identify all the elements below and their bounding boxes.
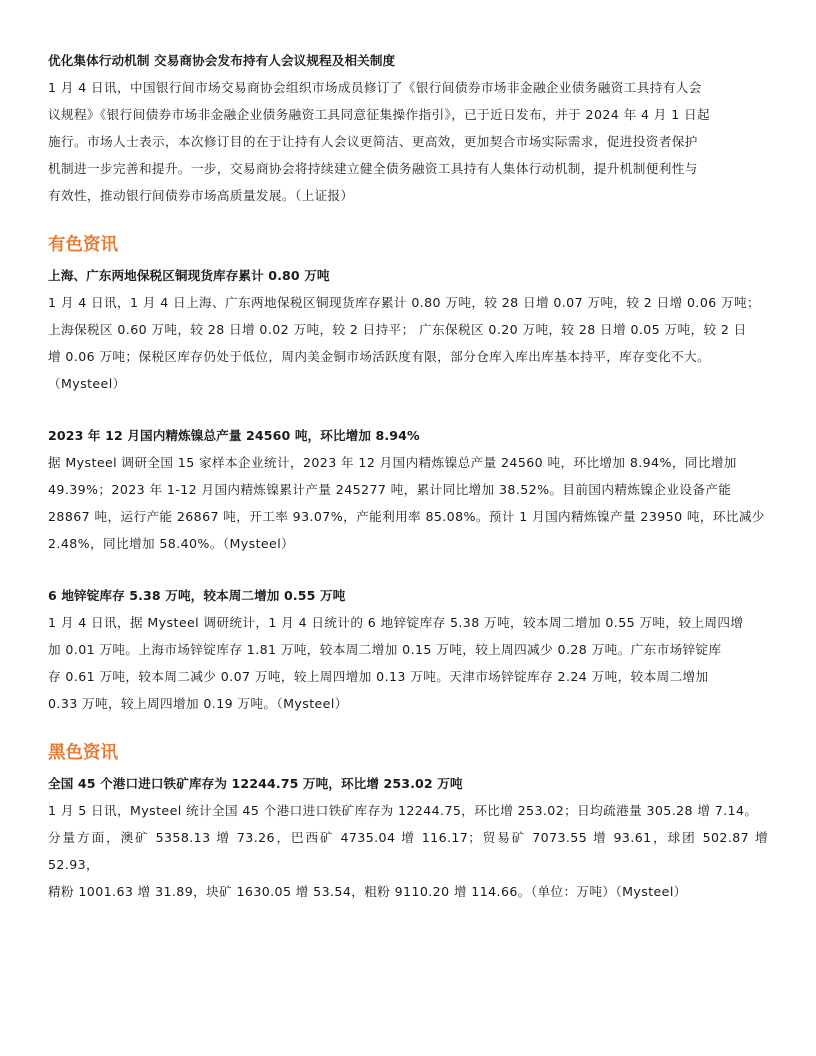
article-body-line: 议规程》《银行间债券市场非金融企业债务融资工具同意征集操作指引》，已于近日发布，并于 2024 年 4 月 1 日起 <box>48 107 711 122</box>
article-body-line: 1 月 4 日讯，1 月 4 日上海、广东两地保税区铜现货库存累计 0.80 万吨，较 28 日增 0.07 万吨，较 2 日增 0.06 万吨； <box>48 295 761 310</box>
article-body-line: 0.33 万吨，较上周四增加 0.19 万吨。（Mysteel） <box>48 696 348 711</box>
article-nickel-output <box>48 425 768 557</box>
article-headline: 2023 年 12 月国内精炼镍总产量 24560 吨，环比增加 8.94% <box>48 428 420 443</box>
article-body-line: 加 0.01 万吨。上海市场锌锭库存 1.81 万吨，较本周二增加 0.15 万吨，较上周四减少 0.28 万吨。广东市场锌锭库 <box>48 642 722 657</box>
article-body-line: 增 0.06 万吨；保税区库存仍处于低位，周内美金铜市场活跃度有限，部分仓库入库出库基本持平，库存变化不大。 <box>48 349 711 364</box>
article-body-line: 有效性，推动银行间债券市场高质量发展。（上证报） <box>48 188 354 203</box>
article-headline: 上海、广东两地保税区铜现货库存累计 0.80 万吨 <box>48 268 330 283</box>
section-nonferrous <box>48 233 768 717</box>
article-body-line: 1 月 4 日讯，中国银行间市场交易商协会组织市场成员修订了《银行间债券市场非金融企业债务融资工具持有人会 <box>48 80 702 95</box>
article-body-line: 28867 吨，运行产能 26867 吨，开工率 93.07%，产能利用率 85.08%。预计 1 月国内精炼镍产量 23950 吨，环比减少 <box>48 509 765 524</box>
article-body-line: （Mysteel） <box>48 376 126 391</box>
article-body-line: 机制进一步完善和提升。一步，交易商协会将持续建立健全债务融资工具持有人集体行动机制，提升机制便利性与 <box>48 161 698 176</box>
article-body-line: 精粉 1001.63 增 31.89，块矿 1630.05 增 53.54，粗粉 9110.20 增 114.66。（单位：万吨）（Mysteel） <box>48 884 687 899</box>
article-headline: 6 地锌锭库存 5.38 万吨，较本周二增加 0.55 万吨 <box>48 588 346 603</box>
section-title: 有色资讯 <box>48 235 118 255</box>
article-headline: 全国 45 个港口进口铁矿库存为 12244.75 万吨，环比增 253.02 万吨 <box>48 776 463 791</box>
article-body-line: 据 Mysteel 调研全国 15 家样本企业统计，2023 年 12 月国内精炼镍总产量 24560 吨，环比增加 8.94%，同比增加 <box>48 455 737 470</box>
section-title: 黑色资讯 <box>48 743 118 763</box>
article-body-line: 1 月 5 日讯，Mysteel 统计全国 45 个港口进口铁矿库存为 12244.75，环比增 253.02；日均疏港量 305.28 增 7.14。 <box>48 803 758 818</box>
article-collective-action <box>48 50 768 209</box>
article-body-line: 49.39%；2023 年 1-12 月国内精炼镍累计产量 245277 吨，累计同比增加 38.52%。目前国内精炼镍企业设备产能 <box>48 482 732 497</box>
article-body-line: 分量方面，澳矿 5358.13 增 73.26，巴西矿 4735.04 增 116.17；贸易矿 7073.55 增 93.61，球团 502.87 增 52.93， <box>48 830 768 872</box>
article-copper-inventory <box>48 265 768 397</box>
article-headline: 优化集体行动机制 交易商协会发布持有人会议规程及相关制度 <box>48 53 396 68</box>
article-iron-ore-inventory <box>48 773 768 905</box>
article-zinc-inventory <box>48 585 768 717</box>
article-body-line: 2.48%，同比增加 58.40%。（Mysteel） <box>48 536 295 551</box>
article-body-line: 1 月 4 日讯，据 Mysteel 调研统计，1 月 4 日统计的 6 地锌锭库存 5.38 万吨，较本周二增加 0.55 万吨，较上周四增 <box>48 615 744 630</box>
section-ferrous <box>48 741 768 905</box>
article-body-line: 上海保税区 0.60 万吨，较 28 日增 0.02 万吨，较 2 日持平； 广东保税区 0.20 万吨，较 28 日增 0.05 万吨，较 2 日 <box>48 322 747 337</box>
article-body-line: 施行。市场人士表示，本次修订目的在于让持有人会议更简洁、更高效，更加契合市场实际需求，促进投资者保护 <box>48 134 698 149</box>
article-body-line: 存 0.61 万吨，较本周二减少 0.07 万吨，较上周四增加 0.13 万吨。天津市场锌锭库存 2.24 万吨，较本周二增加 <box>48 669 709 684</box>
